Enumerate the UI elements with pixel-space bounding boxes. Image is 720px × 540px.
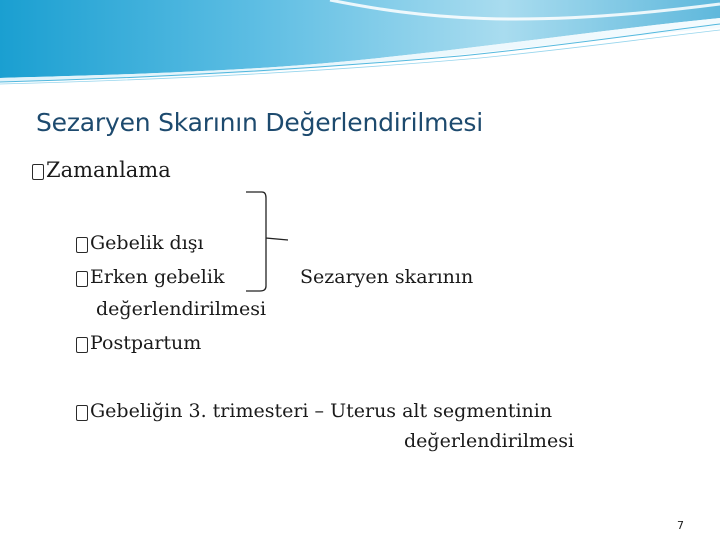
bullet-text: Gebeliğin 3. trimesteri – Uterus alt segmentinin [90, 400, 553, 422]
bullet-trimester [76, 402, 552, 421]
bullet-box-icon [76, 405, 88, 421]
bracket-connector [240, 190, 300, 340]
bullet-text: Zamanlama [46, 158, 171, 182]
bracket-label [300, 268, 473, 287]
bullet-box-icon [76, 337, 88, 353]
bullet-box-icon [32, 164, 44, 180]
bullet-postpartum [76, 334, 201, 353]
slide-title: Sezaryen Skarının Değerlendirilmesi [36, 108, 483, 137]
bracket-label-text: Sezaryen skarının [300, 266, 474, 288]
bullet-box-icon [76, 271, 88, 287]
bullet-text: değerlendirilmesi [404, 430, 575, 452]
bullet-text: Postpartum [90, 332, 202, 354]
bullet-text: değerlendirilmesi [96, 298, 267, 320]
bullet-text: Gebelik dışı [90, 232, 204, 254]
bullet-box-icon [76, 237, 88, 253]
bullet-gebelik-disi [76, 234, 204, 253]
bullet-trimester-continuation [404, 432, 574, 451]
bullet-zamanlama [32, 160, 171, 181]
bullet-text: Erken gebelik [90, 266, 225, 288]
page-number: 7 [677, 519, 684, 532]
bullet-erken-gebelik [76, 268, 224, 287]
header-wave-decoration [0, 0, 720, 90]
